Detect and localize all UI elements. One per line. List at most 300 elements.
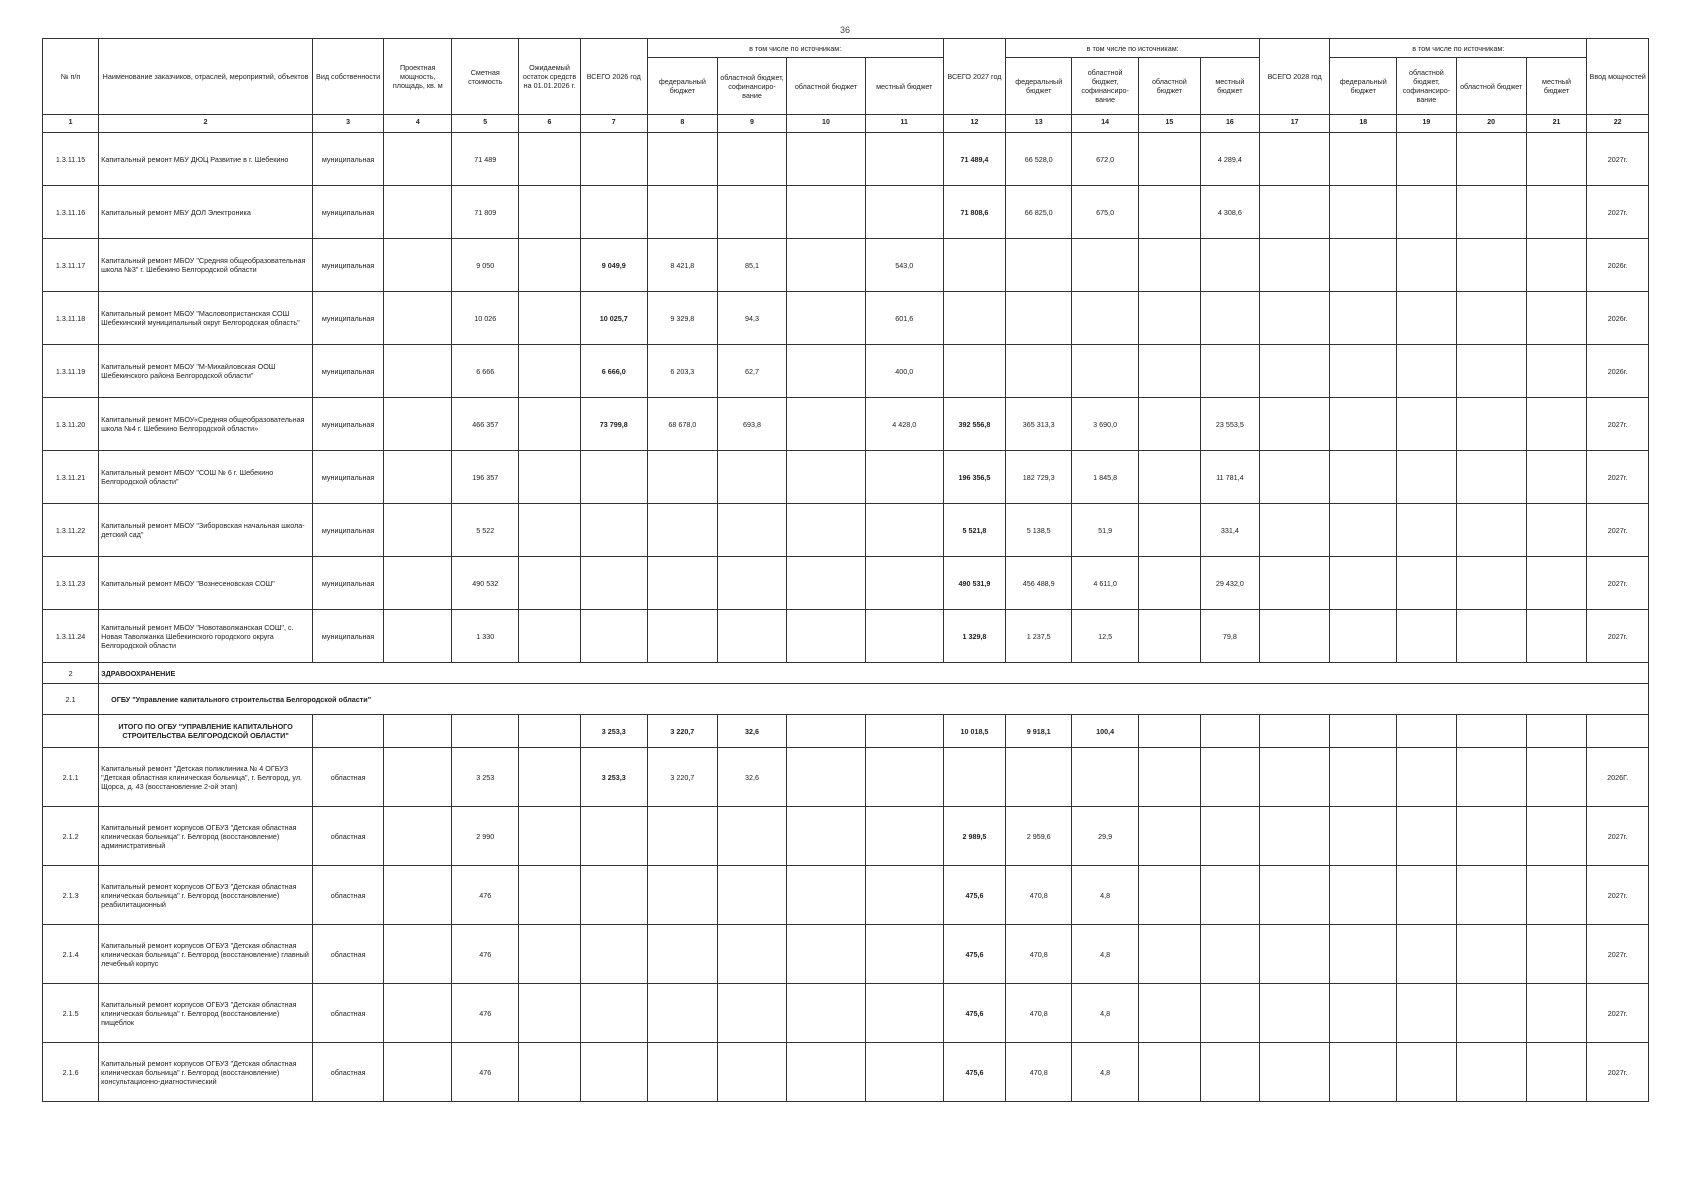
row-commissioning: 2027г. [1587,186,1649,239]
header-total-2028: ВСЕГО 2028 год [1260,39,1330,115]
row-2028-cell [1330,292,1397,345]
row-federal-2026 [647,186,717,239]
row-regional-cofin-2027: 4,8 [1072,866,1139,925]
row-local-2027 [1200,748,1259,807]
table-row [43,1043,1649,1102]
row-2028-cell [1330,557,1397,610]
table-row [43,748,1649,807]
row-2028-cell [1330,451,1397,504]
row-2028-cell [1260,345,1330,398]
row-local-2026 [865,925,943,984]
row-ownership: областная [312,1043,383,1102]
total-empty [865,715,943,748]
table-row [43,133,1649,186]
row-remainder [519,345,581,398]
row-capacity [384,866,452,925]
row-local-2027 [1200,1043,1259,1102]
column-number: 19 [1397,115,1456,133]
header-federal: федеральный бюджет [647,58,717,115]
header-total-2027: ВСЕГО 2027 год [943,39,1006,115]
row-commissioning: 2027г. [1587,925,1649,984]
row-2028-cell [1526,133,1587,186]
row-total-2026 [580,610,647,663]
row-number: 1.3.11.20 [43,398,99,451]
row-regional-cofin-2026 [717,186,786,239]
header-federal: федеральный бюджет [1006,58,1072,115]
row-number: 1.3.11.17 [43,239,99,292]
row-remainder [519,504,581,557]
table-row [43,807,1649,866]
header-regional-cofin: областной бюджет, софинансиро-вание [717,58,786,115]
row-ownership: муниципальная [312,292,383,345]
row-federal-2027: 470,8 [1006,984,1072,1043]
row-ownership: муниципальная [312,239,383,292]
row-capacity [384,398,452,451]
row-2028-cell [1456,807,1526,866]
row-2028-cell [1397,1043,1456,1102]
row-capacity [384,610,452,663]
column-number: 5 [452,115,519,133]
row-capacity [384,451,452,504]
row-total-2026: 3 253,3 [580,748,647,807]
row-total-2027 [943,292,1006,345]
row-regional-cofin-2026 [717,1043,786,1102]
row-federal-2026 [647,866,717,925]
row-local-2027 [1200,807,1259,866]
row-cost: 71 489 [452,133,519,186]
row-remainder [519,925,581,984]
row-capacity [384,984,452,1043]
row-local-2026 [865,133,943,186]
row-2028-cell [1260,292,1330,345]
row-regional-2027 [1139,866,1201,925]
row-2028-cell [1456,748,1526,807]
row-regional-2026 [787,925,866,984]
row-2028-cell [1526,807,1587,866]
row-federal-2026: 68 678,0 [647,398,717,451]
row-ownership: областная [312,748,383,807]
row-federal-2026 [647,925,717,984]
row-2028-cell [1330,866,1397,925]
row-regional-2027 [1139,1043,1201,1102]
column-number: 9 [717,115,786,133]
row-ownership: муниципальная [312,610,383,663]
row-remainder [519,866,581,925]
row-regional-cofin-2026 [717,451,786,504]
row-regional-cofin-2026 [717,984,786,1043]
row-federal-2026 [647,984,717,1043]
header-sources-2026: в том числе по источникам: [647,39,943,58]
row-ownership: муниципальная [312,133,383,186]
row-total-2026 [580,925,647,984]
row-remainder [519,186,581,239]
row-local-2027: 11 781,4 [1200,451,1259,504]
row-regional-2027 [1139,748,1201,807]
row-2028-cell [1260,557,1330,610]
row-remainder [519,984,581,1043]
row-total-2026 [580,984,647,1043]
row-cost: 2 990 [452,807,519,866]
row-2028-cell [1330,133,1397,186]
row-regional-cofin-2027: 3 690,0 [1072,398,1139,451]
row-2028-cell [1330,984,1397,1043]
column-number: 18 [1330,115,1397,133]
row-name: Капитальный ремонт МБОУ "М-Михайловская ООШ Шебекинского района Белгородской области" [99,345,313,398]
row-cost: 476 [452,925,519,984]
row-number: 2.1.4 [43,925,99,984]
row-local-2027 [1200,925,1259,984]
row-2028-cell [1456,186,1526,239]
row-regional-2026 [787,186,866,239]
row-regional-2027 [1139,451,1201,504]
total-federal-2027: 9 918,1 [1006,715,1072,748]
row-2028-cell [1260,984,1330,1043]
row-2028-cell [1456,557,1526,610]
total-title: ИТОГО ПО ОГБУ "УПРАВЛЕНИЕ КАПИТАЛЬНОГО СТРОИТЕЛЬСТВА БЕЛГОРОДСКОЙ ОБЛАСТИ" [99,715,313,748]
row-regional-2027 [1139,984,1201,1043]
table-row [43,186,1649,239]
row-total-2026 [580,807,647,866]
subsection-number: 2.1 [43,684,99,715]
row-regional-2026 [787,345,866,398]
page-number: 36 [840,25,851,35]
row-regional-2026 [787,451,866,504]
row-name: Капитальный ремонт корпусов ОГБУЗ "Детская областная клиническая больница" г. Белгород (восстановление) консультационно-диагностический [99,1043,313,1102]
row-capacity [384,292,452,345]
row-local-2027 [1200,239,1259,292]
total-regional-cofin-2026: 32,6 [717,715,786,748]
row-total-2027: 5 521,8 [943,504,1006,557]
table-row [43,292,1649,345]
row-2028-cell [1526,1043,1587,1102]
row-local-2026: 601,6 [865,292,943,345]
row-ownership: муниципальная [312,345,383,398]
column-number: 13 [1006,115,1072,133]
row-regional-cofin-2027: 672,0 [1072,133,1139,186]
row-cost: 9 050 [452,239,519,292]
row-regional-cofin-2026 [717,133,786,186]
column-number: 8 [647,115,717,133]
table-row [43,866,1649,925]
row-number: 1.3.11.23 [43,557,99,610]
row-regional-2027 [1139,398,1201,451]
row-2028-cell [1456,451,1526,504]
row-2028-cell [1397,925,1456,984]
row-remainder [519,610,581,663]
row-regional-2027 [1139,133,1201,186]
row-2028-cell [1260,610,1330,663]
row-regional-cofin-2026: 85,1 [717,239,786,292]
header-regional-cofin: областной бюджет, софинансиро-вание [1397,58,1456,115]
row-local-2026 [865,984,943,1043]
row-capacity [384,925,452,984]
total-federal-2026: 3 220,7 [647,715,717,748]
row-total-2027: 392 556,8 [943,398,1006,451]
row-federal-2026: 9 329,8 [647,292,717,345]
row-cost: 476 [452,866,519,925]
row-cost: 10 026 [452,292,519,345]
row-commissioning: 2026Г. [1587,748,1649,807]
column-number: 4 [384,115,452,133]
table-row [43,451,1649,504]
row-name: Капитальный ремонт МБОУ "Зиборовская начальная школа-детский сад" [99,504,313,557]
row-name: Капитальный ремонт МБУ ДОЛ Электроника [99,186,313,239]
row-total-2027: 2 989,5 [943,807,1006,866]
row-2028-cell [1330,186,1397,239]
row-regional-cofin-2026 [717,557,786,610]
header-capacity: Проектная мощность, площадь, кв. м [384,39,452,115]
row-local-2027: 4 289,4 [1200,133,1259,186]
row-federal-2026 [647,451,717,504]
row-local-2027 [1200,345,1259,398]
row-regional-2026 [787,1043,866,1102]
row-2028-cell [1456,1043,1526,1102]
row-local-2026 [865,610,943,663]
row-federal-2027: 2 959,6 [1006,807,1072,866]
row-regional-cofin-2027: 51,9 [1072,504,1139,557]
row-2028-cell [1526,925,1587,984]
column-number: 16 [1200,115,1259,133]
row-federal-2027: 470,8 [1006,925,1072,984]
row-regional-2027 [1139,292,1201,345]
row-federal-2026: 3 220,7 [647,748,717,807]
column-number: 6 [519,115,581,133]
subsection-title: ОГБУ "Управление капитального строительства Белгородской области" [99,684,1649,715]
row-2028-cell [1397,557,1456,610]
row-commissioning: 2027г. [1587,557,1649,610]
row-2028-cell [1330,398,1397,451]
row-commissioning: 2027г. [1587,984,1649,1043]
row-cost: 5 522 [452,504,519,557]
row-federal-2027 [1006,748,1072,807]
row-commissioning: 2027г. [1587,451,1649,504]
row-2028-cell [1526,866,1587,925]
row-ownership: муниципальная [312,504,383,557]
column-number: 22 [1587,115,1649,133]
row-number: 1.3.11.22 [43,504,99,557]
row-2028-cell [1397,866,1456,925]
column-number: 15 [1139,115,1201,133]
row-2028-cell [1260,186,1330,239]
column-number: 17 [1260,115,1330,133]
row-2028-cell [1260,398,1330,451]
row-2028-cell [1456,610,1526,663]
row-cost: 71 809 [452,186,519,239]
row-regional-2027 [1139,186,1201,239]
row-2028-cell [1397,807,1456,866]
row-local-2026 [865,504,943,557]
row-2028-cell [1260,504,1330,557]
row-2028-cell [1260,239,1330,292]
row-ownership: муниципальная [312,451,383,504]
header-local: местный бюджет [865,58,943,115]
row-federal-2027: 365 313,3 [1006,398,1072,451]
row-ownership: муниципальная [312,557,383,610]
row-regional-cofin-2026 [717,504,786,557]
row-federal-2026 [647,807,717,866]
row-2028-cell [1397,292,1456,345]
total-2027: 10 018,5 [943,715,1006,748]
total-empty [519,715,581,748]
row-capacity [384,239,452,292]
column-number: 2 [99,115,313,133]
header-cost: Сметная стоимость [452,39,519,115]
row-2028-cell [1260,1043,1330,1102]
row-regional-2026 [787,133,866,186]
row-cost: 466 357 [452,398,519,451]
row-2028-cell [1526,451,1587,504]
row-remainder [519,557,581,610]
column-number: 1 [43,115,99,133]
row-federal-2026: 6 203,3 [647,345,717,398]
row-2028-cell [1526,398,1587,451]
row-total-2027: 475,6 [943,1043,1006,1102]
row-federal-2027 [1006,292,1072,345]
total-empty [1526,715,1587,748]
row-regional-cofin-2027: 4 611,0 [1072,557,1139,610]
row-local-2026 [865,807,943,866]
row-ownership: областная [312,925,383,984]
row-total-2027 [943,345,1006,398]
row-2028-cell [1526,610,1587,663]
row-local-2027 [1200,866,1259,925]
row-total-2026: 9 049,9 [580,239,647,292]
row-2028-cell [1330,610,1397,663]
row-regional-cofin-2027 [1072,345,1139,398]
row-regional-2026 [787,748,866,807]
row-2028-cell [1397,133,1456,186]
header-name: Наименование заказчиков, отраслей, мероприятий, объектов [99,39,313,115]
row-total-2027: 475,6 [943,925,1006,984]
row-regional-2026 [787,504,866,557]
row-local-2027: 79,8 [1200,610,1259,663]
row-name: Капитальный ремонт МБОУ«Средняя общеобразовательная школа №4 г. Шебекино Белгородской области» [99,398,313,451]
header-remainder: Ожидаемый остаток средств на 01.01.2026 г. [519,39,581,115]
row-2028-cell [1456,398,1526,451]
table-row [43,610,1649,663]
row-regional-cofin-2026 [717,610,786,663]
row-federal-2027: 5 138,5 [1006,504,1072,557]
total-empty [1200,715,1259,748]
row-regional-2027 [1139,807,1201,866]
table-row [43,239,1649,292]
row-number: 2.1.3 [43,866,99,925]
row-local-2027: 23 553,5 [1200,398,1259,451]
row-cost: 490 532 [452,557,519,610]
row-2028-cell [1526,504,1587,557]
row-remainder [519,807,581,866]
row-2028-cell [1260,807,1330,866]
row-total-2026 [580,866,647,925]
row-name: Капитальный ремонт корпусов ОГБУЗ "Детская областная клиническая больница" г. Белгород (восстановление) административный [99,807,313,866]
row-2028-cell [1526,984,1587,1043]
row-cost: 196 357 [452,451,519,504]
row-total-2027: 490 531,9 [943,557,1006,610]
row-federal-2027: 470,8 [1006,1043,1072,1102]
row-2028-cell [1526,557,1587,610]
row-federal-2026 [647,504,717,557]
row-local-2027: 4 308,6 [1200,186,1259,239]
row-regional-2026 [787,984,866,1043]
row-total-2026 [580,1043,647,1102]
row-federal-2027: 456 488,9 [1006,557,1072,610]
row-local-2026 [865,1043,943,1102]
row-federal-2027: 66 528,0 [1006,133,1072,186]
row-name: Капитальный ремонт МБОУ "СОШ № 6 г. Шебекино Белгородской области" [99,451,313,504]
column-number: 7 [580,115,647,133]
row-regional-cofin-2027: 1 845,8 [1072,451,1139,504]
row-regional-2027 [1139,239,1201,292]
row-commissioning: 2027г. [1587,504,1649,557]
table-row [43,984,1649,1043]
row-2028-cell [1330,504,1397,557]
table-row [43,504,1649,557]
row-name: Капитальный ремонт МБУ ДЮЦ Развитие в г. Шебекино [99,133,313,186]
row-name: Капитальный ремонт МБОУ "Вознесеновская СОШ" [99,557,313,610]
row-cost: 6 666 [452,345,519,398]
row-2028-cell [1260,133,1330,186]
row-commissioning: 2027г. [1587,1043,1649,1102]
row-regional-2026 [787,292,866,345]
row-regional-2027 [1139,557,1201,610]
row-ownership: муниципальная [312,398,383,451]
row-local-2026 [865,186,943,239]
row-number: 1.3.11.18 [43,292,99,345]
row-regional-2027 [1139,925,1201,984]
row-local-2026 [865,748,943,807]
header-num: № п/п [43,39,99,115]
row-capacity [384,807,452,866]
row-2028-cell [1330,807,1397,866]
row-regional-2026 [787,807,866,866]
row-remainder [519,398,581,451]
header-commissioning: Ввод мощностей [1587,39,1649,115]
row-capacity [384,557,452,610]
row-commissioning: 2027г. [1587,807,1649,866]
header-total-2026: ВСЕГО 2026 год [580,39,647,115]
row-total-2027: 475,6 [943,866,1006,925]
row-number: 1.3.11.24 [43,610,99,663]
row-regional-2026 [787,557,866,610]
row-federal-2026 [647,610,717,663]
row-number: 1.3.11.21 [43,451,99,504]
row-number: 2.1.5 [43,984,99,1043]
total-empty [1260,715,1330,748]
row-commissioning: 2027г. [1587,133,1649,186]
row-regional-cofin-2027: 675,0 [1072,186,1139,239]
section-row [43,663,1649,684]
header-local: местный бюджет [1200,58,1259,115]
row-regional-cofin-2027: 4,8 [1072,984,1139,1043]
row-total-2027 [943,239,1006,292]
row-2028-cell [1330,345,1397,398]
row-local-2027 [1200,984,1259,1043]
row-2028-cell [1456,925,1526,984]
column-number: 20 [1456,115,1526,133]
row-total-2027 [943,748,1006,807]
row-total-2027: 196 356,5 [943,451,1006,504]
row-name: Капитальный ремонт корпусов ОГБУЗ "Детская областная клиническая больница" г. Белгород (восстановление) главный лечебный корпус [99,925,313,984]
total-empty [312,715,383,748]
row-number: 2.1.2 [43,807,99,866]
row-ownership: областная [312,984,383,1043]
total-empty [1456,715,1526,748]
row-remainder [519,133,581,186]
row-2028-cell [1397,239,1456,292]
row-capacity [384,748,452,807]
row-local-2026: 543,0 [865,239,943,292]
row-2028-cell [1397,398,1456,451]
